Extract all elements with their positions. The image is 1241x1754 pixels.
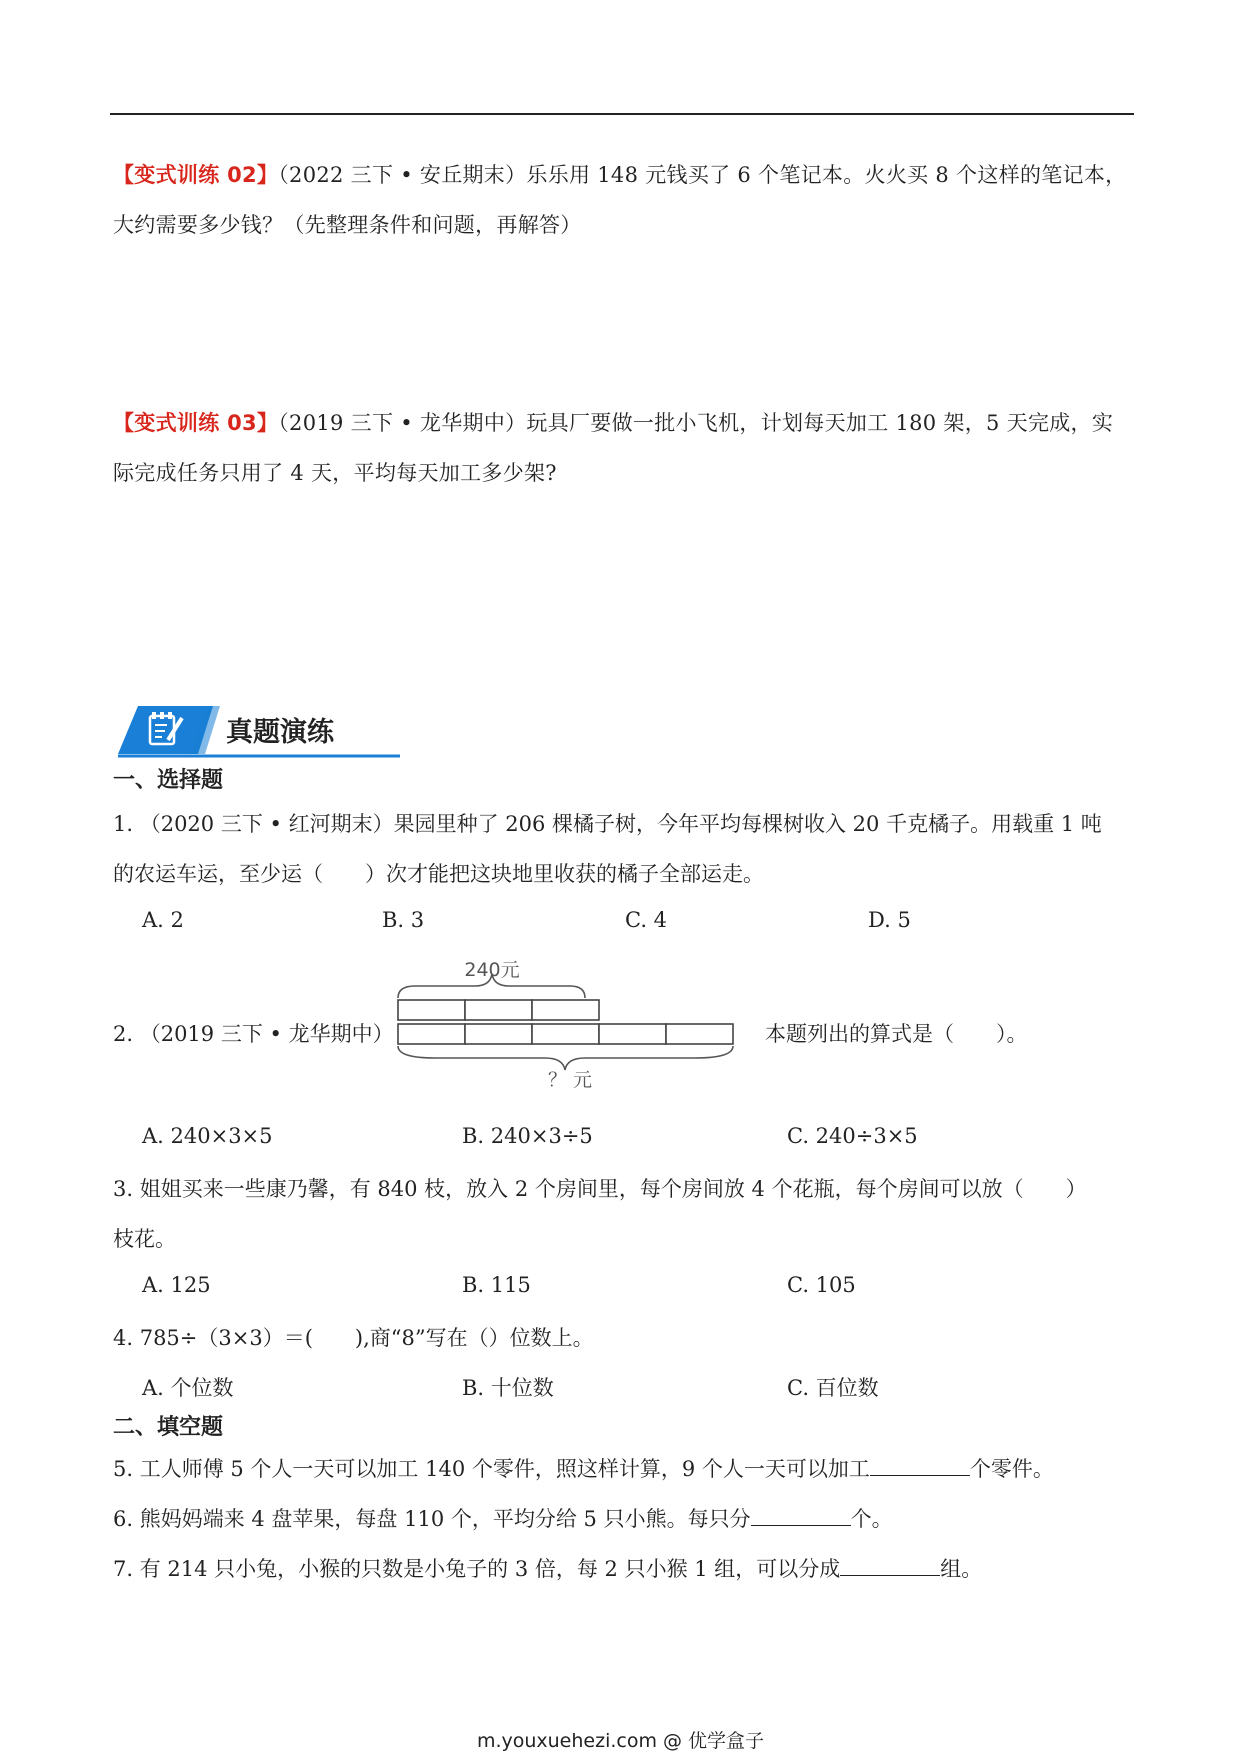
header-rule — [110, 113, 1134, 115]
bar-diagram — [395, 958, 755, 1088]
section-fill-heading: 二、填空题 — [113, 1415, 224, 1440]
problem-3-option-c: C. 105 — [787, 1273, 856, 1297]
problem-3-option-a: A. 125 — [142, 1273, 211, 1297]
bottom-brace — [398, 1046, 733, 1070]
variant-tag-02: 【变式训练 02】 — [113, 163, 279, 187]
problem-1-line1: 1. （2020 三下 • 红河期末）果园里种了 206 棵橘子树，今年平均每棵树收入 20 千克橘子。用载重 1 吨 — [113, 812, 1102, 836]
problem-5-text: 5. 工人师傅 5 个人一天可以加工 140 个零件，照这样计算，9 个人一天可以加工 — [113, 1457, 870, 1481]
problem-5 — [113, 1453, 1054, 1483]
footer-watermark: m.youxuehezi.com @ 优学盒子 — [476, 1730, 765, 1752]
top-bar-seg-2 — [465, 1000, 532, 1020]
problem-2-suffix: 本题列出的算式是（ ）。 — [765, 1022, 1028, 1046]
problem-7-text: 7. 有 214 只小兔，小猴的只数是小兔子的 3 倍，每 2 只小猴 1 组，可以分成 — [113, 1557, 841, 1581]
bottom-label: ？ 元 — [547, 1069, 593, 1088]
problem-6-blank[interactable] — [751, 1505, 851, 1526]
bottom-bar-seg-1 — [398, 1024, 465, 1044]
variant-text-02: （2022 三下 • 安丘期末）乐乐用 148 元钱买了 6 个笔记本。火火买 8 个这样的笔记本，大约需要多少钱？（先整理条件和问题，再解答） — [113, 163, 1127, 237]
banner-title: 真题演练 — [226, 717, 334, 748]
problem-4-option-a: A. 个位数 — [142, 1376, 234, 1400]
problem-6 — [113, 1503, 893, 1533]
top-bar-seg-1 — [398, 1000, 465, 1020]
problem-7-blank[interactable] — [840, 1555, 940, 1576]
variant-text-03: （2019 三下 • 龙华期中）玩具厂要做一批小飞机，计划每天加工 180 架，5 天完成，实际完成任务只用了 4 天，平均每天加工多少架? — [113, 411, 1114, 485]
problem-2-option-a: A. 240×3×5 — [142, 1124, 273, 1148]
problem-1-option-c: C. 4 — [625, 908, 668, 932]
top-label: 240元 — [464, 959, 520, 981]
problem-4-line1: 4. 785÷（3×3）＝( ),商“8”写在（）位数上。 — [113, 1326, 594, 1350]
problem-2-option-b: B. 240×3÷5 — [462, 1124, 593, 1148]
section-banner — [118, 700, 408, 760]
top-bar-seg-3 — [532, 1000, 599, 1020]
problem-4-option-c: C. 百位数 — [787, 1376, 879, 1400]
problem-5-after: 个零件。 — [969, 1457, 1054, 1481]
problem-7 — [113, 1553, 982, 1583]
problem-1-line2: 的农运车运，至少运（ ）次才能把这块地里收获的橘子全部运走。 — [113, 862, 764, 886]
bottom-bar-seg-2 — [465, 1024, 532, 1044]
problem-2-prefix: 2. （2019 三下 • 龙华期中） — [113, 1022, 394, 1046]
bottom-bar-seg-5 — [666, 1024, 733, 1044]
problem-3-option-b: B. 115 — [462, 1273, 531, 1297]
bottom-bar-seg-4 — [599, 1024, 666, 1044]
bottom-bar-seg-3 — [532, 1024, 599, 1044]
problem-6-after: 个。 — [850, 1507, 893, 1531]
problem-2-option-c: C. 240÷3×5 — [787, 1124, 918, 1148]
variant-exercise-03 — [113, 398, 1133, 498]
problem-6-text: 6. 熊妈妈端来 4 盘苹果，每盘 110 个，平均分给 5 只小熊。每只分 — [113, 1507, 751, 1531]
problem-7-after: 组。 — [940, 1557, 983, 1581]
problem-5-blank[interactable] — [870, 1455, 970, 1476]
problem-3-line1: 3. 姐姐买来一些康乃馨，有 840 枝，放入 2 个房间里，每个房间放 4 个花瓶，每个房间可以放（ ） — [113, 1177, 1087, 1201]
problem-1-option-d: D. 5 — [868, 908, 911, 932]
problem-1-option-b: B. 3 — [382, 908, 425, 932]
problem-4-option-b: B. 十位数 — [462, 1376, 554, 1400]
variant-tag-03: 【变式训练 03】 — [113, 411, 279, 435]
problem-3-line2: 枝花。 — [113, 1227, 176, 1251]
problem-1-option-a: A. 2 — [142, 908, 184, 932]
section-choice-heading: 一、选择题 — [113, 768, 224, 793]
variant-exercise-02 — [113, 150, 1133, 250]
